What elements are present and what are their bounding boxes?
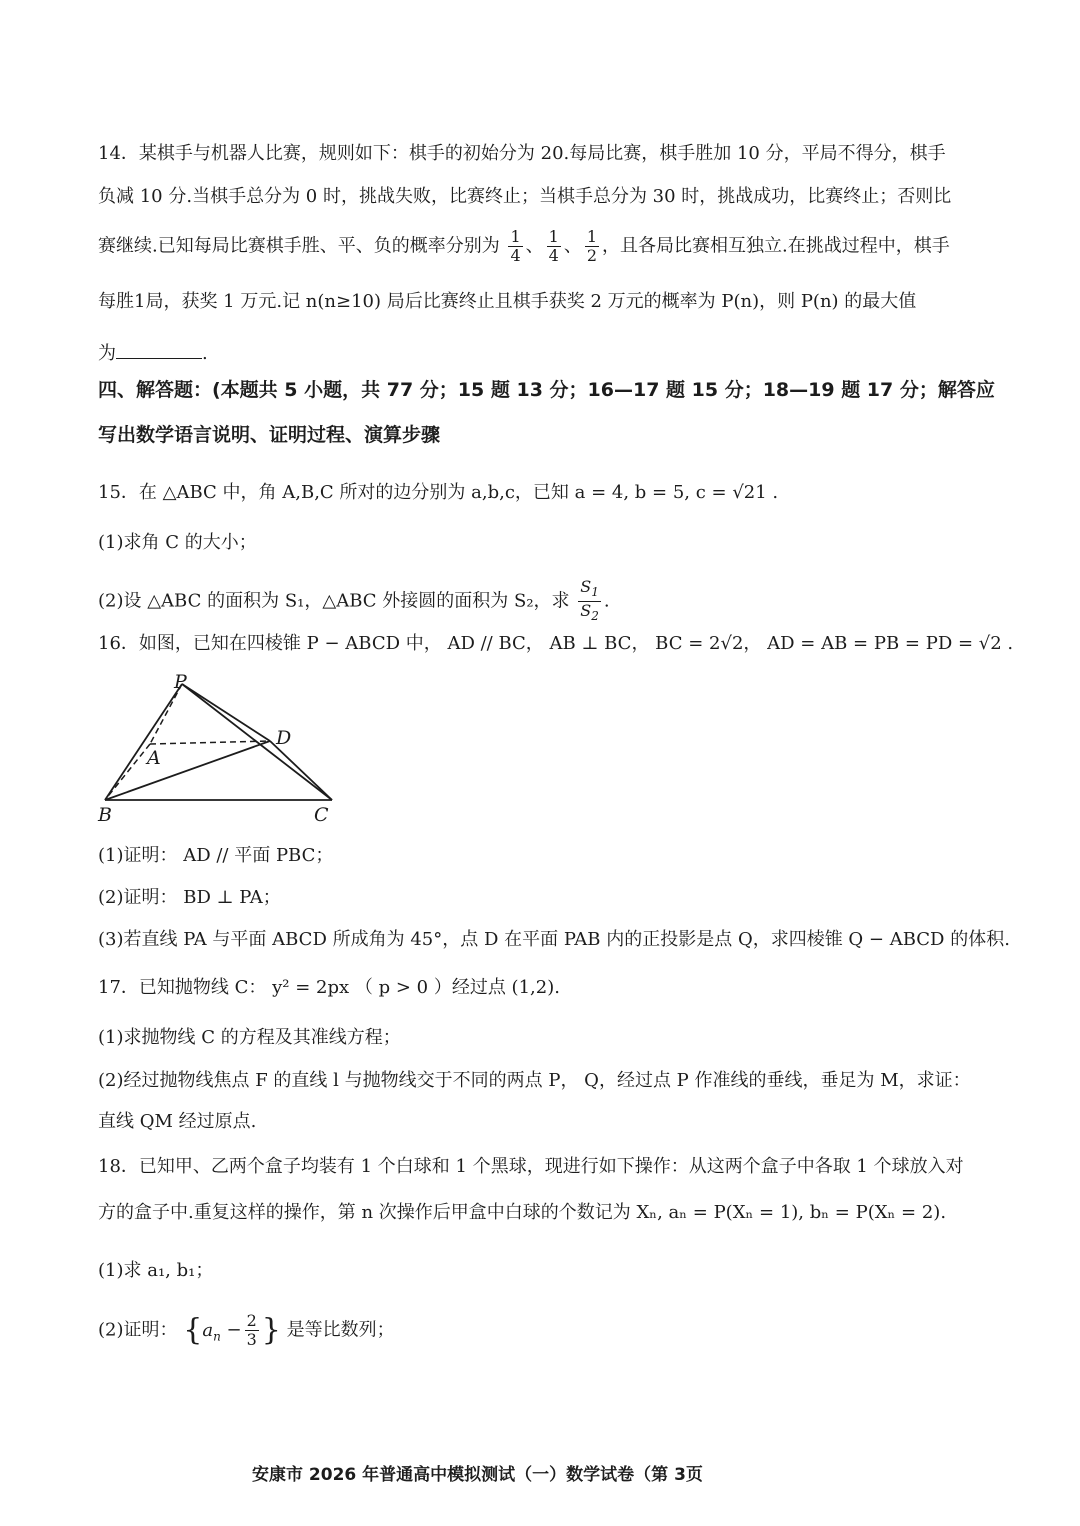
q17-part2-line1: (2)经过抛物线焦点 F 的直线 l 与抛物线交于不同的两点 P， Q，经过点 P 作准线的垂线，垂足为 M，求证：: [98, 1070, 971, 1091]
prob-lose-den: 2: [586, 246, 598, 265]
q15-part2: [98, 578, 610, 625]
two-thirds-fraction: [245, 1312, 259, 1349]
edge-PA-hidden: [150, 684, 182, 744]
q16-part1: (1)证明： AD // 平面 PBC；: [98, 845, 334, 866]
q18-part2-text-a: (2)证明：: [98, 1319, 178, 1341]
q16-stem: 16．如图，已知在四棱锥 P − ABCD 中， AD // BC， AB ⊥ BC， BC = 2√2， AD = AB = PB = PD = √2 .: [98, 633, 1014, 654]
edge-AD-hidden: [150, 741, 270, 744]
section4-header-line1: 四、解答题：(本题共 5 小题，共 77 分；15 题 13 分；16—17 题 15 分；18—19 题 17 分；解答应: [98, 379, 995, 401]
q18-part1: (1)求 a₁, b₁；: [98, 1260, 214, 1281]
q14-line3-text-b: ，且各局比赛相互独立.在挑战过程中，棋手: [602, 235, 950, 257]
prob-draw-num: 1: [548, 227, 559, 246]
prob-lose-num: 1: [586, 227, 598, 246]
q15-stem: 15．在 △ABC 中，角 A,B,C 所对的边分别为 a,b,c，已知 a = 4, b = 5, c = √21 .: [98, 482, 779, 503]
edge-BD: [105, 741, 270, 800]
q14-line5: 为 .: [98, 340, 208, 368]
label-P: P: [174, 671, 187, 693]
sequence-term: $a_n$: [202, 1319, 221, 1344]
prob-win-den: 4: [510, 246, 521, 265]
edge-PB: [105, 684, 182, 800]
q16-part3: (3)若直线 PA 与平面 ABCD 所成角为 45°，点 D 在平面 PAB 内的正投影是点 Q，求四棱锥 Q − ABCD 的体积.: [98, 929, 1010, 950]
frac-s2: $S_2$: [580, 601, 599, 624]
q15-part2-text: (2)设 △ABC 的面积为 S₁，△ABC 外接圆的面积为 S₂，求: [98, 590, 570, 612]
page-footer: 安康市 2026 年普通高中模拟测试（一）数学试卷（第 3页: [252, 1465, 703, 1485]
prob-draw-fraction: [547, 228, 561, 265]
pyramid-figure: [92, 668, 352, 828]
q18-part2: (2)证明： {$a_n$ − $\frac{2}{3}$ } 是等比数列；: [98, 1311, 395, 1349]
label-A: A: [147, 747, 161, 769]
s1-over-s2-fraction: [578, 578, 601, 625]
prob-lose-fraction: [585, 228, 599, 265]
edge-PD: [182, 684, 270, 741]
q14-line4: 每胜1局，获奖 1 万元.记 n(n≥10) 局后比赛终止且棋手获奖 2 万元的概率为 P(n)，则 P(n) 的最大值: [98, 291, 917, 312]
label-D: D: [276, 727, 292, 749]
two-thirds-num: 2: [246, 1311, 257, 1330]
q18-part2-text-b: 是等比数列；: [286, 1319, 395, 1341]
answer-blank[interactable]: [116, 340, 202, 359]
q15-part1: (1)求角 C 的大小；: [98, 532, 257, 553]
q17-stem: 17．已知抛物线 C： y² = 2px （ p > 0 ）经过点 (1,2).: [98, 977, 560, 998]
q14-line3-text-a: 赛继续.已知每局比赛棋手胜、平、负的概率分别为: [98, 235, 500, 257]
q14-line5-text: 为: [98, 343, 116, 364]
q14-line3: 赛继续.已知每局比赛棋手胜、平、负的概率分别为 $\frac{1}{4}$ 、 $\frac{1}{4}$ 、 $\frac{1}{2}$ ，且各局比赛相互独立.在挑战过程中，棋手: [98, 227, 950, 265]
q15-part2-end: .: [603, 590, 610, 612]
q17-part1: (1)求抛物线 C 的方程及其准线方程；: [98, 1027, 401, 1048]
edge-DC: [270, 741, 332, 800]
label-B: B: [98, 804, 112, 826]
frac-s1: $S_1$: [578, 578, 601, 602]
q16-part2: (2)证明： BD ⊥ PA；: [98, 887, 281, 908]
prob-win-num: 1: [510, 227, 521, 246]
section4-header-line2: 写出数学语言说明、证明过程、演算步骤: [98, 424, 441, 446]
q14-line2: 负减 10 分.当棋手总分为 0 时，挑战失败，比赛终止；当棋手总分为 30 时，挑战成功，比赛终止；否则比: [98, 186, 952, 207]
label-C: C: [314, 804, 329, 826]
q17-part2-line2: 直线 QM 经过原点.: [98, 1111, 257, 1132]
two-thirds-den: 3: [246, 1330, 257, 1349]
left-brace: {: [183, 1312, 203, 1348]
prob-draw-den: 4: [548, 246, 559, 265]
prob-win-fraction: [508, 228, 522, 265]
q14-line1: 14．某棋手与机器人比赛，规则如下：棋手的初始分为 20.每局比赛，棋手胜加 10 分，平局不得分，棋手: [98, 143, 946, 164]
q18-line1: 18．已知甲、乙两个盒子均装有 1 个白球和 1 个黑球，现进行如下操作：从这两个盒子中各取 1 个球放入对: [98, 1156, 964, 1177]
q18-line2: 方的盒子中.重复这样的操作，第 n 次操作后甲盒中白球的个数记为 Xₙ, aₙ = P(Xₙ = 1), bₙ = P(Xₙ = 2).: [98, 1202, 947, 1223]
right-brace: }: [261, 1312, 281, 1348]
